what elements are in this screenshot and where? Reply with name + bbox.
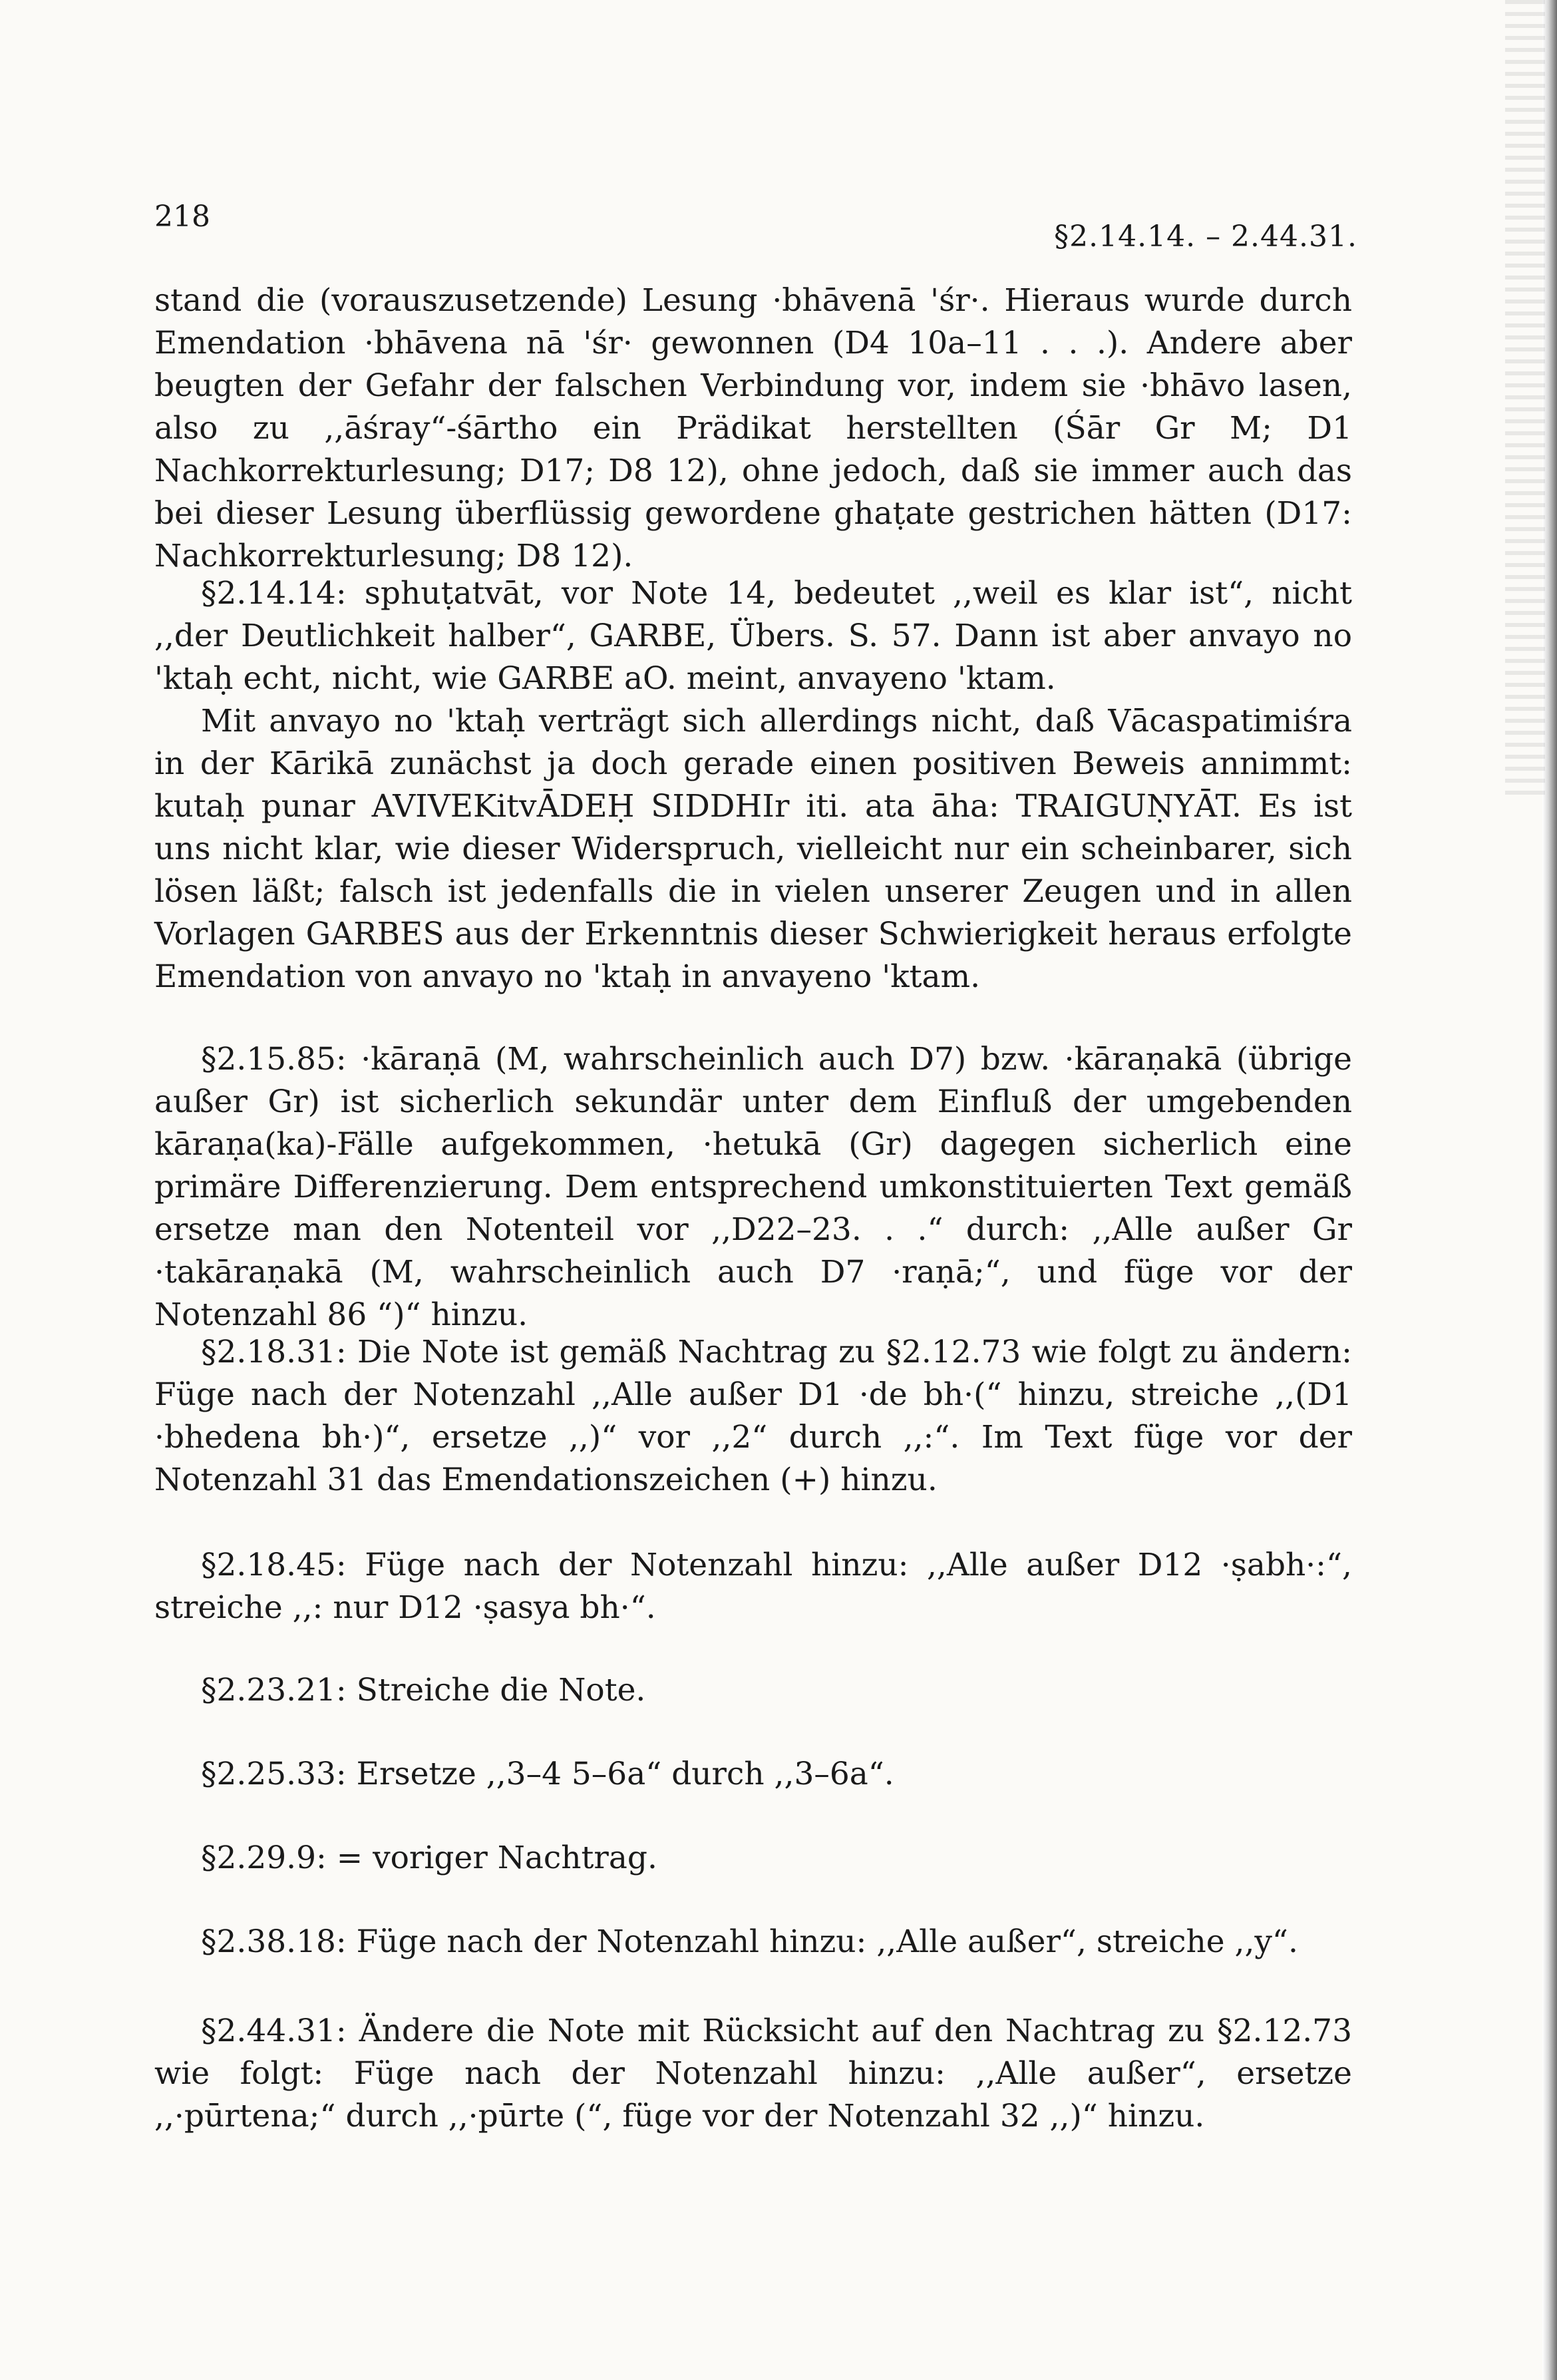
paragraph-2-15-85: §2.15.85: ·kāraṇā (M, wahrscheinlich auch D7) bzw. ·kāraṇakā (übrige außer Gr) ist sicherlich sekundär unter dem Einfluß der umgebenden kāraṇa(ka)-Fälle aufgekommen, ·hetukā (Gr) dagegen sicherlich eine primäre Differenzierung. Dem entsprechend umkonstituierten Text gemäß ersetze man den Notenteil vor ,,D22–23. . .“ durch: ,,Alle außer Gr ·takāraṇakā (M, wahrscheinlich auch D7 ·raṇā;“, und füge vor der Notenzahl 86 “)“ hinzu. [154, 1041, 1352, 1333]
running-head: §2.14.14. – 2.44.31. [1054, 220, 1357, 254]
paragraph-anvayo: Mit anvayo no 'ktaḥ verträgt sich allerdings nicht, daß Vācaspatimiśra in der Kārikā zunächst ja doch gerade einen positiven Beweis annimmt: kutaḥ punar AVIVEKitvĀDEḤ SIDDHIr iti. ata āha: TRAIGUṆYĀT. Es ist uns nicht klar, wie dieser Widerspruch, vielleicht nur ein scheinbarer, sich lösen läßt; falsch ist jedenfalls die in vielen unserer Zeugen und in allen Vorlagen GARBES aus der Erkenntnis dieser Schwierigkeit heraus erfolgte Emendation von anvayo no 'ktaḥ in anvayeno 'ktam. [154, 703, 1352, 995]
paragraph-2-44-31: §2.44.31: Ändere die Note mit Rücksicht auf den Nachtrag zu §2.12.73 wie folgt: Füge nach der Notenzahl hinzu: ,,Alle außer“, ersetze ,,·pūrtena;“ durch ,,·pūrte (“, füge vor der Notenzahl 32 ,,)“ hinzu. [154, 2013, 1352, 2134]
page-edge-marks [1505, 0, 1545, 799]
paragraph-continuation: stand die (vorauszusetzende) Lesung ·bhāvenā 'śr·. Hieraus wurde durch Emendation ·bhāvena nā 'śr· gewonnen (D4 10a–11 . . .). Andere aber beugten der Gefahr der falschen Verbindung vor, indem sie ·bhāvo lasen, also zu ,,āśray“-śārtho ein Prädikat herstellten (Śār Gr M; D1 Nachkorrekturlesung; D17; D8 12), ohne jedoch, daß sie immer auch das bei dieser Lesung überflüssig gewordene ghaṭate gestrichen hätten (D17: Nachkorrekturlesung; D8 12). [154, 282, 1352, 574]
page-number: 218 [154, 200, 210, 234]
paragraph-2-18-31: §2.18.31: Die Note ist gemäß Nachtrag zu §2.12.73 wie folgt zu ändern: Füge nach der Notenzahl ,,Alle außer D1 ·de bh·(“ hinzu, streiche ,,(D1 ·bhedena bh·)“, ersetze ,,)“ vor ,,2“ durch ,,:“. Im Text füge vor der Notenzahl 31 das Emendationszeichen (+) hinzu. [154, 1334, 1352, 1498]
paragraph-2-29-9: §2.29.9: = voriger Nachtrag. [201, 1840, 657, 1876]
paragraph-2-18-45: §2.18.45: Füge nach der Notenzahl hinzu: ,,Alle außer D12 ·ṣabh·:“, streiche ,,: nur D12 ·ṣasya bh·“. [154, 1547, 1352, 1626]
paragraph-2-25-33: §2.25.33: Ersetze ,,3–4 5–6a“ durch ,,3–6a“. [201, 1756, 894, 1792]
paragraph-2-38-18: §2.38.18: Füge nach der Notenzahl hinzu: ,,Alle außer“, streiche ,,y“. [201, 1923, 1298, 1960]
paragraph-2-23-21: §2.23.21: Streiche die Note. [201, 1672, 646, 1708]
paragraph-2-14-14: §2.14.14: sphuṭatvāt, vor Note 14, bedeutet ,,weil es klar ist“, nicht ,,der Deutlichkeit halber“, GARBE, Übers. S. 57. Dann ist aber anvayo no 'ktaḥ echt, nicht, wie GARBE aO. meint, anvayeno 'ktam. [154, 575, 1352, 697]
